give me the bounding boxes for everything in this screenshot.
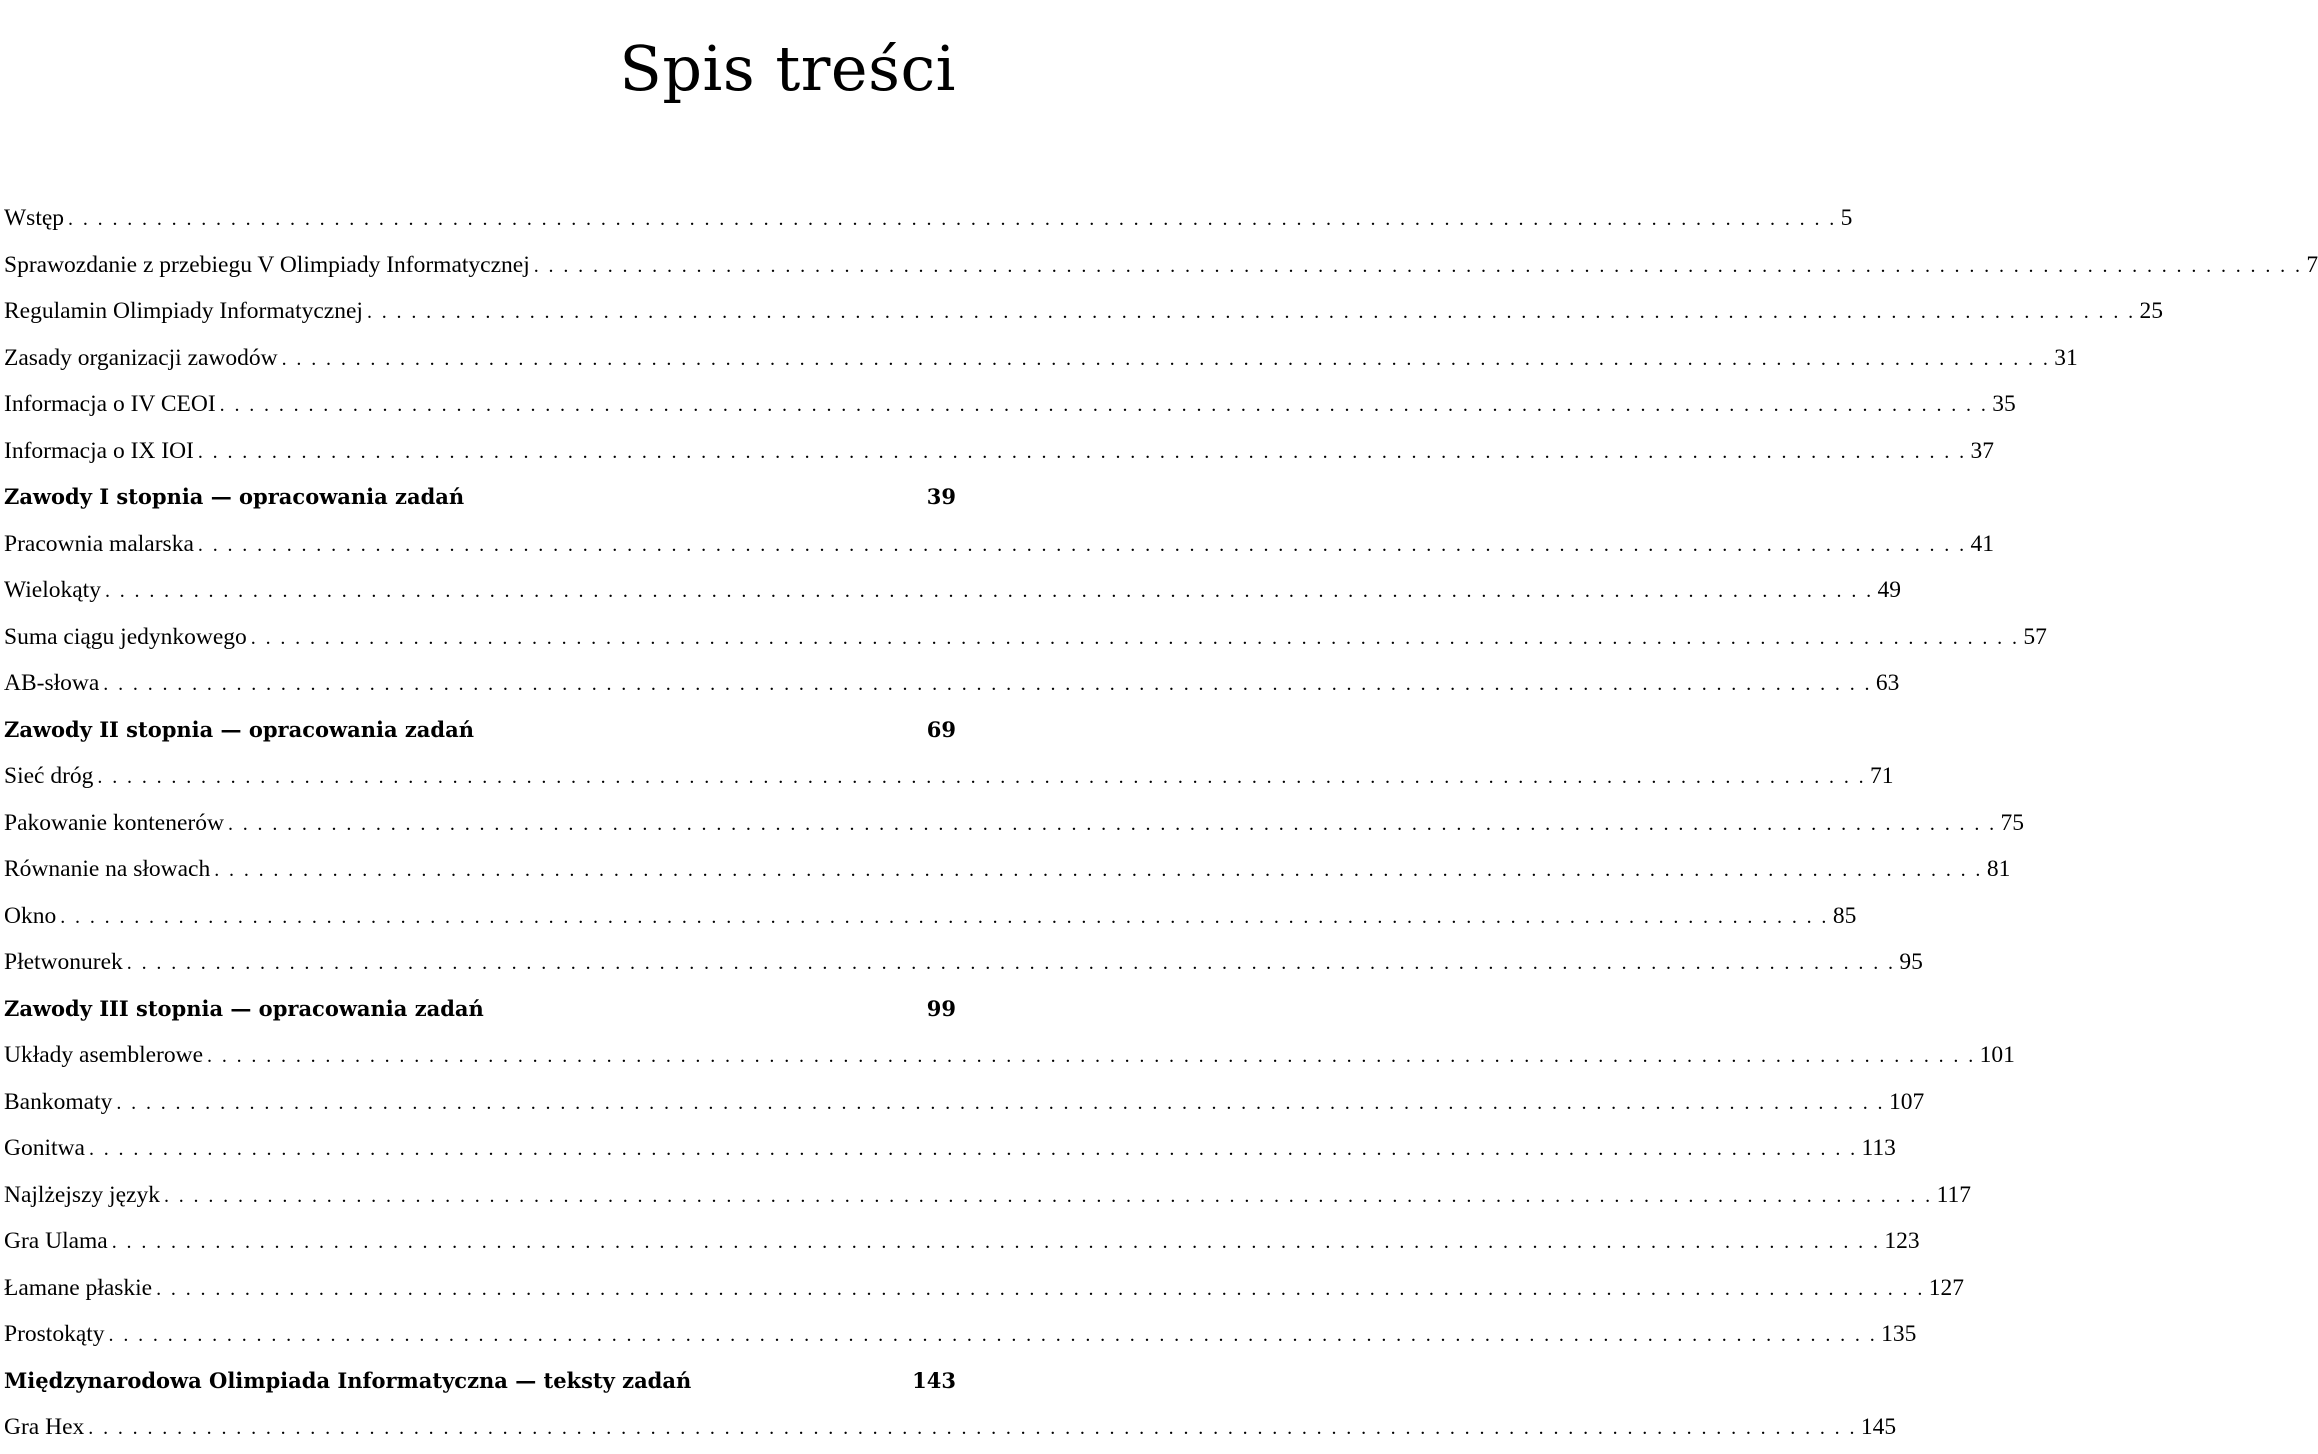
toc-entry-label: Pakowanie kontenerów bbox=[4, 809, 224, 836]
toc-dot-leader: . . . . . . . . . . . . . . . . . . . . . . . . . . . . . . . . . . . . . . . . . . . . . . . . . . . . . . . . . . . . . . . . . . . . . . . . . . . . . . . . . . . . . . . . . . . . . . . . . . . . . . . . . . . . . . . . . . . . . . . . bbox=[281, 347, 2051, 370]
toc-page-number: 63 bbox=[1875, 670, 1900, 696]
toc-page-number: 113 bbox=[1861, 1135, 1896, 1161]
toc-entry[interactable] bbox=[4, 1314, 1917, 1361]
toc-entry-label: Informacja o IX IOI bbox=[4, 437, 194, 464]
toc-page-number: 135 bbox=[1881, 1321, 1917, 1347]
toc-entry-label: Płetwonurek bbox=[4, 949, 123, 975]
toc-entry[interactable] bbox=[4, 245, 2318, 292]
toc-page-number: 145 bbox=[1860, 1414, 1897, 1440]
toc-entry-label: Suma ciągu jedynkowego bbox=[4, 623, 247, 650]
toc-dot-leader: . . . . . . . . . . . . . . . . . . . . . . . . . . . . . . . . . . . . . . . . . . . . . . . . . . . . . . . . . . . . . . . . . . . . . . . . . . . . . . . . . . . . . . . . . . . . . . . . . . . . . . . . . . . . . . . . . . . . . . . . bbox=[97, 766, 1867, 788]
toc-dot-leader: . . . . . . . . . . . . . . . . . . . . . . . . . . . . . . . . . . . . . . . . . . . . . . . . . . . . . . . . . . . . . . . . . . . . . . . . . . . . . . . . . . . . . . . . . . . . . . . . . . . . . . . . . . . . . . . . . . . . . . . . bbox=[88, 1417, 1857, 1439]
toc-entry[interactable] bbox=[4, 384, 2016, 431]
toc-dot-leader: . . . . . . . . . . . . . . . . . . . . . . . . . . . . . . . . . . . . . . . . . . . . . . . . . . . . . . . . . . . . . . . . . . . . . . . . . . . . . . . . . . . . . . . . . . . . . . . . . . . . . . . . . . . . . . . . . . . . . . . . bbox=[366, 301, 2136, 323]
toc-entry-label: Zawody III stopnia — opracowania zadań bbox=[4, 995, 484, 1021]
toc-entry-label: Zawody I stopnia — opracowania zadań bbox=[4, 484, 465, 509]
toc-entry-label: AB-słowa bbox=[4, 670, 100, 696]
toc-entry-label: Najlżejszy język bbox=[4, 1181, 160, 1208]
toc-page-number: 69 bbox=[926, 716, 956, 742]
toc-dot-leader: . . . . . . . . . . . . . . . . . . . . . . . . . . . . . . . . . . . . . . . . . . . . . . . . . . . . . . . . . . . . . . . . . . . . . . . . . . . . . . . . . . . . . . . . . . . . . . . . . . . . . . . . . . . . . . . . . . . . . . . . bbox=[214, 859, 1983, 881]
toc-part-heading[interactable] bbox=[4, 710, 956, 757]
toc-entry[interactable] bbox=[4, 896, 1857, 943]
toc-page-number: 85 bbox=[1832, 902, 1857, 929]
toc-page-number: 5 bbox=[1840, 205, 1853, 231]
toc-page-number: 49 bbox=[1877, 577, 1902, 603]
toc-part-heading[interactable] bbox=[4, 477, 956, 524]
toc-entry[interactable] bbox=[4, 849, 2011, 896]
toc-dot-leader: . . . . . . . . . . . . . . . . . . . . . . . . . . . . . . . . . . . . . . . . . . . . . . . . . . . . . . . . . . . . . . . . . . . . . . . . . . . . . . . . . . . . . . . . . . . . . . . . . . . . . . . . . . . . . . . . . . . . . . . . bbox=[197, 440, 1967, 463]
toc-dot-leader: . . . . . . . . . . . . . . . . . . . . . . . . . . . . . . . . . . . . . . . . . . . . . . . . . . . . . . . . . . . . . . . . . . . . . . . . . . . . . . . . . . . . . . . . . . . . . . . . . . . . . . . . . . . . . . . . . . . . . . . . bbox=[126, 952, 1896, 974]
toc-dot-leader: . . . . . . . . . . . . . . . . . . . . . . . . . . . . . . . . . . . . . . . . . . . . . . . . . . . . . . . . . . . . . . . . . . . . . . . . . . . . . . . . . . . . . . . . . . . . . . . . . . . . . . . . . . . . . . . . . . . . . . . . bbox=[197, 533, 1967, 556]
toc-entry-label: Wielokąty bbox=[4, 577, 101, 603]
toc-entry[interactable] bbox=[4, 1407, 1897, 1454]
toc-dot-leader: . . . . . . . . . . . . . . . . . . . . . . . . . . . . . . . . . . . . . . . . . . . . . . . . . . . . . . . . . . . . . . . . . . . . . . . . . . . . . . . . . . . . . . . . . . . . . . . . . . . . . . . . . . . . . . . . . . . . . . . . bbox=[88, 1138, 1858, 1160]
page-title: Spis treści bbox=[619, 31, 956, 105]
toc-dot-leader: . . . . . . . . . . . . . . . . . . . . . . . . . . . . . . . . . . . . . . . . . . . . . . . . . . . . . . . . . . . . . . . . . . . . . . . . . . . . . . . . . . . . . . . . . . . . . . . . . . . . . . . . . . . . . . . . . . . . . . . . bbox=[104, 580, 1874, 602]
toc-entry-label: Sprawozdanie z przebiegu V Olimpiady Informatycznej bbox=[4, 251, 530, 278]
toc-entry[interactable] bbox=[4, 756, 1894, 803]
toc-page-number: 57 bbox=[2023, 623, 2047, 650]
toc-entry-label: Zasady organizacji zawodów bbox=[4, 344, 278, 371]
toc-entry[interactable] bbox=[4, 942, 1923, 989]
toc-page-number: 81 bbox=[1986, 856, 2011, 882]
toc-entry[interactable] bbox=[4, 198, 1853, 245]
toc-entry-label: Informacja o IV CEOI bbox=[4, 391, 216, 417]
toc-entry-label: Wstęp bbox=[4, 205, 65, 231]
toc-entry[interactable] bbox=[4, 291, 2164, 338]
toc-entry-label: Zawody II stopnia — opracowania zadań bbox=[4, 716, 474, 742]
toc-page-number: 127 bbox=[1928, 1274, 1964, 1301]
toc-entry-label: Regulamin Olimpiady Informatycznej bbox=[4, 298, 363, 324]
toc-entry-label: Gonitwa bbox=[4, 1135, 85, 1161]
toc-entry-label: Gra Ulama bbox=[4, 1228, 108, 1254]
toc-page-number: 99 bbox=[926, 995, 956, 1021]
toc-page-number: 25 bbox=[2139, 298, 2164, 324]
toc-entry-label: Gra Hex bbox=[4, 1414, 85, 1440]
toc-entry-label: Układy asemblerowe bbox=[4, 1042, 204, 1068]
toc-page-number: 107 bbox=[1888, 1088, 1925, 1115]
toc-page-number: 37 bbox=[1970, 437, 1994, 464]
toc-part-heading[interactable] bbox=[4, 1361, 956, 1408]
toc-dot-leader: . . . . . . . . . . . . . . . . . . . . . . . . . . . . . . . . . . . . . . . . . . . . . . . . . . . . . . . . . . . . . . . . . . . . . . . . . . . . . . . . . . . . . . . . . . . . . . . . . . . . . . . . . . . . . . . . . . . . . . . . bbox=[219, 394, 1989, 416]
toc-page-number: 143 bbox=[912, 1367, 956, 1393]
toc-dot-leader: . . . . . . . . . . . . . . . . . . . . . . . . . . . . . . . . . . . . . . . . . . . . . . . . . . . . . . . . . . . . . . . . . . . . . . . . . . . . . . . . . . . . . . . . . . . . . . . . . . . . . . . . . . . . . . . . . . . . . . . . bbox=[116, 1091, 1885, 1114]
toc-entry-label: Sieć dróg bbox=[4, 763, 94, 789]
toc-entry[interactable] bbox=[4, 1082, 1925, 1129]
toc-entry[interactable] bbox=[4, 1128, 1896, 1175]
toc-page-number: 95 bbox=[1899, 949, 1923, 975]
toc-entry[interactable] bbox=[4, 338, 2078, 385]
toc-entry[interactable] bbox=[4, 1035, 2015, 1082]
toc-dot-leader: . . . . . . . . . . . . . . . . . . . . . . . . . . . . . . . . . . . . . . . . . . . . . . . . . . . . . . . . . . . . . . . . . . . . . . . . . . . . . . . . . . . . . . . . . . . . . . . . . . . . . . . . . . . . . . . . . . . . . . . . bbox=[533, 254, 2303, 277]
toc-page-number: 71 bbox=[1870, 763, 1894, 789]
toc-entry-label: Międzynarodowa Olimpiada Informatyczna — teksty zadań bbox=[4, 1367, 692, 1393]
toc-dot-leader: . . . . . . . . . . . . . . . . . . . . . . . . . . . . . . . . . . . . . . . . . . . . . . . . . . . . . . . . . . . . . . . . . . . . . . . . . . . . . . . . . . . . . . . . . . . . . . . . . . . . . . . . . . . . . . . . . . . . . . . . bbox=[207, 1045, 1976, 1067]
toc-entry-label: Pracownia malarska bbox=[4, 530, 194, 557]
toc-entry[interactable] bbox=[4, 524, 1994, 571]
toc-dot-leader: . . . . . . . . . . . . . . . . . . . . . . . . . . . . . . . . . . . . . . . . . . . . . . . . . . . . . . . . . . . . . . . . . . . . . . . . . . . . . . . . . . . . . . . . . . . . . . . . . . . . . . . . . . . . . . . . . . . . . . . . bbox=[111, 1231, 1881, 1253]
toc-page-number: 117 bbox=[1936, 1181, 1971, 1208]
toc-entry[interactable] bbox=[4, 1221, 1920, 1268]
toc-dot-leader: . . . . . . . . . . . . . . . . . . . . . . . . . . . . . . . . . . . . . . . . . . . . . . . . . . . . . . . . . . . . . . . . . . . . . . . . . . . . . . . . . . . . . . . . . . . . . . . . . . . . . . . . . . . . . . . . . . . . . . . . bbox=[108, 1324, 1878, 1346]
toc-dot-leader: . . . . . . . . . . . . . . . . . . . . . . . . . . . . . . . . . . . . . . . . . . . . . . . . . . . . . . . . . . . . . . . . . . . . . . . . . . . . . . . . . . . . . . . . . . . . . . . . . . . . . . . . . . . . . . . . . . . . . . . . bbox=[227, 812, 1997, 835]
toc-dot-leader: . . . . . . . . . . . . . . . . . . . . . . . . . . . . . . . . . . . . . . . . . . . . . . . . . . . . . . . . . . . . . . . . . . . . . . . . . . . . . . . . . . . . . . . . . . . . . . . . . . . . . . . . . . . . . . . . . . . . . . . . bbox=[60, 905, 1829, 928]
toc-page-number: 39 bbox=[926, 484, 956, 509]
toc-dot-leader: . . . . . . . . . . . . . . . . . . . . . . . . . . . . . . . . . . . . . . . . . . . . . . . . . . . . . . . . . . . . . . . . . . . . . . . . . . . . . . . . . . . . . . . . . . . . . . . . . . . . . . . . . . . . . . . . . . . . . . . . bbox=[68, 208, 1837, 230]
toc-entry-label: Bankomaty bbox=[4, 1088, 113, 1115]
toc-page-number: 101 bbox=[1979, 1042, 2015, 1068]
toc-entry[interactable] bbox=[4, 617, 2047, 664]
toc-entry[interactable] bbox=[4, 431, 1994, 478]
table-of-contents bbox=[4, 198, 2318, 1454]
toc-page-number: 41 bbox=[1970, 530, 1994, 557]
toc-entry-label: Prostokąty bbox=[4, 1321, 105, 1347]
toc-entry-label: Łamane płaskie bbox=[4, 1274, 153, 1301]
toc-page-number: 35 bbox=[1992, 391, 2016, 417]
toc-page-number: 31 bbox=[2054, 344, 2078, 371]
toc-entry-label: Równanie na słowach bbox=[4, 856, 211, 882]
toc-dot-leader: . . . . . . . . . . . . . . . . . . . . . . . . . . . . . . . . . . . . . . . . . . . . . . . . . . . . . . . . . . . . . . . . . . . . . . . . . . . . . . . . . . . . . . . . . . . . . . . . . . . . . . . . . . . . . . . . . . . . . . . . bbox=[156, 1277, 1925, 1300]
toc-dot-leader: . . . . . . . . . . . . . . . . . . . . . . . . . . . . . . . . . . . . . . . . . . . . . . . . . . . . . . . . . . . . . . . . . . . . . . . . . . . . . . . . . . . . . . . . . . . . . . . . . . . . . . . . . . . . . . . . . . . . . . . . bbox=[103, 673, 1872, 695]
toc-dot-leader: . . . . . . . . . . . . . . . . . . . . . . . . . . . . . . . . . . . . . . . . . . . . . . . . . . . . . . . . . . . . . . . . . . . . . . . . . . . . . . . . . . . . . . . . . . . . . . . . . . . . . . . . . . . . . . . . . . . . . . . . bbox=[250, 626, 2020, 649]
toc-page-number: 7 bbox=[2306, 251, 2318, 278]
toc-dot-leader: . . . . . . . . . . . . . . . . . . . . . . . . . . . . . . . . . . . . . . . . . . . . . . . . . . . . . . . . . . . . . . . . . . . . . . . . . . . . . . . . . . . . . . . . . . . . . . . . . . . . . . . . . . . . . . . . . . . . . . . . bbox=[163, 1184, 1933, 1207]
toc-part-heading[interactable] bbox=[4, 989, 956, 1036]
toc-entry[interactable] bbox=[4, 663, 1900, 710]
toc-entry[interactable] bbox=[4, 803, 2025, 850]
toc-page-number: 123 bbox=[1884, 1228, 1920, 1254]
toc-entry[interactable] bbox=[4, 570, 1902, 617]
toc-page-number: 75 bbox=[2000, 809, 2025, 836]
toc-entry[interactable] bbox=[4, 1175, 1971, 1222]
toc-entry-label: Okno bbox=[4, 902, 57, 929]
toc-entry[interactable] bbox=[4, 1268, 1964, 1315]
